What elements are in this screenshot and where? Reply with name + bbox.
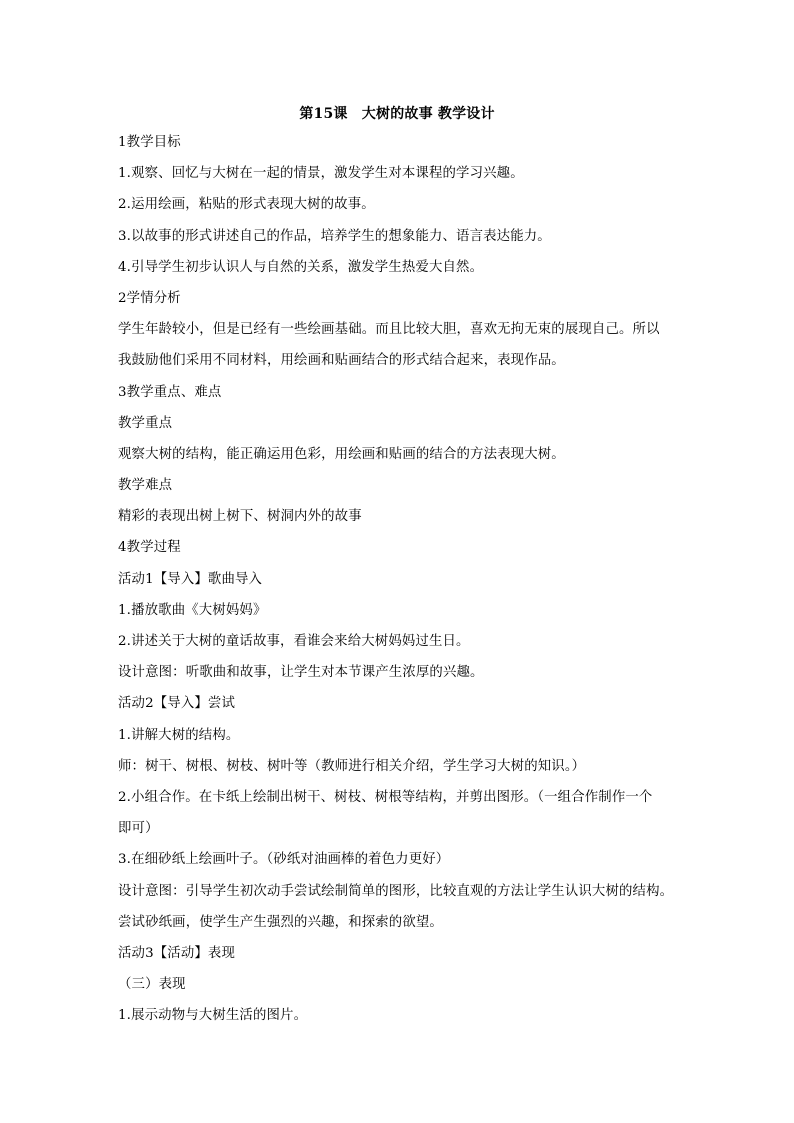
activity-3-step-1: 1.展示动物与大树生活的图片。 — [118, 1008, 308, 1024]
activity-3-subheading: （三）表现 — [118, 977, 186, 993]
activity-2-step-2-line-2: 即可） — [118, 821, 159, 837]
activity-2-step-2-line-1: 2.小组合作。在卡纸上绘制出树干、树枝、树根等结构，并剪出图形。（一组合作制作一个 — [118, 789, 653, 805]
activity-1-step-2: 2.讲述关于大树的童话故事，看谁会来给大树妈妈过生日。 — [118, 634, 470, 649]
activity-2-heading: 活动2【导入】尝试 — [118, 696, 235, 712]
section-heading-key-points: 3教学重点、难点 — [118, 384, 222, 400]
activity-2-step-1: 1.讲解大树的结构。 — [118, 727, 240, 743]
activity-2-step-3: 3.在细砂纸上绘画叶子。（砂纸对油画棒的着色力更好） — [118, 852, 450, 868]
objective-4: 4.引导学生初步认识人与自然的关系，激发学生热爱大自然。 — [118, 259, 484, 275]
document-body — [118, 133, 680, 1037]
difficulty-text: 精彩的表现出树上树下、树洞内外的故事 — [118, 509, 362, 525]
analysis-paragraph-line-1: 学生年龄较小，但是已经有一些绘画基础。而且比较大胆，喜欢无拘无束的展现自己。所以 — [118, 322, 660, 338]
activity-3-heading: 活动3【活动】表现 — [118, 945, 235, 961]
objective-3: 3.以故事的形式讲述自己的作品，培养学生的想象能力、语言表达能力。 — [118, 228, 551, 244]
activity-2-teacher-note: 师：树干、树根、树枝、树叶等（教师进行相关介绍，学生学习大树的知识。） — [118, 758, 586, 774]
key-point-text: 观察大树的结构，能正确运用色彩，用绘画和贴画的结合的方法表现大树。 — [118, 446, 565, 462]
activity-1-step-1: 1.播放歌曲《大树妈妈》 — [118, 602, 267, 618]
section-heading-process: 4教学过程 — [118, 540, 181, 556]
activity-1-design-intent: 设计意图：听歌曲和故事，让学生对本节课产生浓厚的兴趣。 — [118, 665, 484, 681]
objective-1: 1.观察、回忆与大树在一起的情景，激发学生对本课程的学习兴趣。 — [118, 166, 524, 182]
activity-1-heading: 活动1【导入】歌曲导入 — [118, 571, 263, 587]
subheading-key-point: 教学重点 — [118, 415, 173, 431]
analysis-paragraph-line-2: 我鼓励他们采用不同材料，用绘画和贴画结合的形式结合起来，表现作品。 — [118, 353, 565, 369]
objective-2: 2.运用绘画，粘贴的形式表现大树的故事。 — [118, 197, 375, 213]
activity-2-design-intent-line-1: 设计意图：引导学生初次动手尝试绘制简单的图形，比较直观的方法让学生认识大树的结构。 — [118, 883, 674, 899]
section-heading-objectives: 1教学目标 — [118, 135, 181, 150]
subheading-difficulty: 教学难点 — [118, 478, 173, 494]
document-title: 第15课 大树的故事 教学设计 — [299, 106, 495, 122]
section-heading-analysis: 2学情分析 — [118, 290, 181, 306]
activity-2-design-intent-line-2: 尝试砂纸画，使学生产生强烈的兴趣，和探索的欲望。 — [118, 914, 443, 930]
